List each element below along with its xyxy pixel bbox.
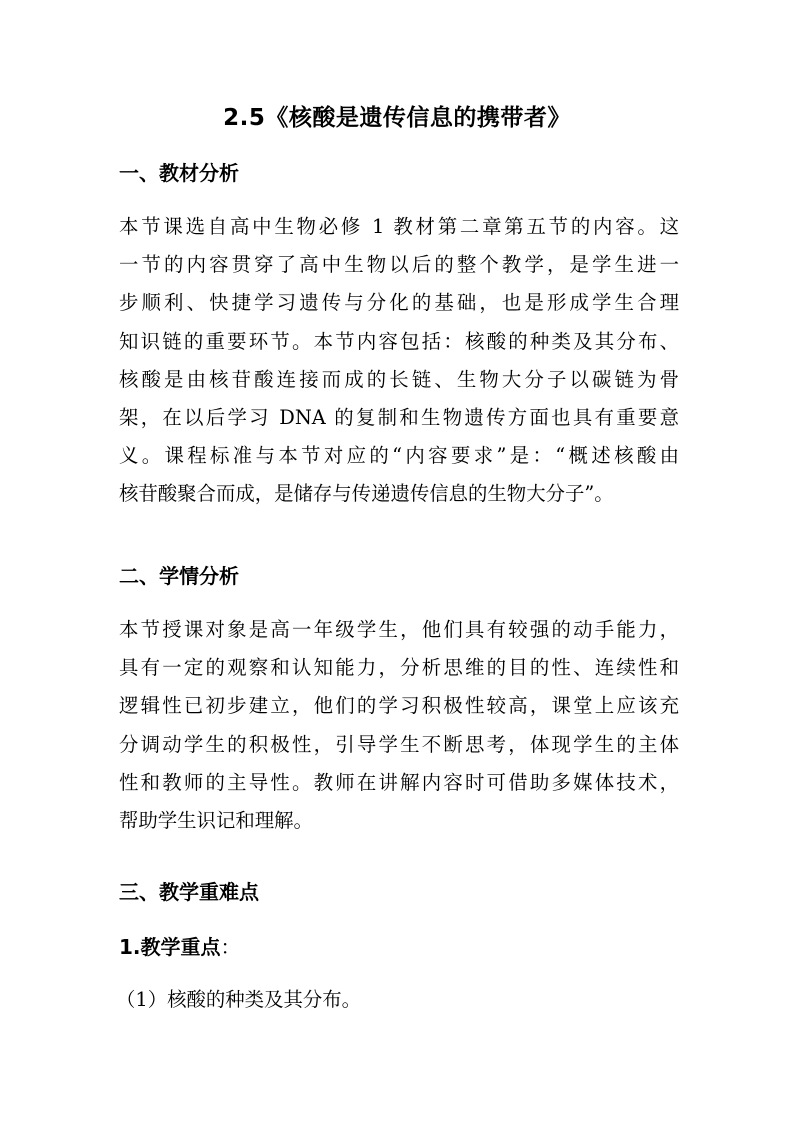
section-heading-key-points: 三、教学重难点 [119, 880, 259, 904]
section-paragraph-learners [119, 611, 679, 840]
paragraph-line: 知识链的重要环节。本节内容包括：核酸的种类及其分布、 [119, 329, 679, 353]
list-item: （1）核酸的种类及其分布。 [116, 988, 362, 1011]
paragraph-line: 步顺利、快捷学习遗传与分化的基础，也是形成学生合理 [119, 291, 679, 315]
document-title: 2.5《核酸是遗传信息的携带者》 [223, 105, 571, 131]
paragraph-line: 一节的内容贯穿了高中生物以后的整个教学，是学生进一 [119, 253, 679, 277]
subheading-label: 1.教学重点 [119, 935, 221, 959]
subheading-colon: ： [220, 935, 241, 959]
section-paragraph-materials [119, 208, 679, 514]
paragraph-line: 本节课选自高中生物必修 1 教材第二章第五节的内容。这 [119, 215, 679, 238]
paragraph-line: 架，在以后学习 DNA 的复制和生物遗传方面也具有重要意 [119, 406, 679, 430]
paragraph-line: 帮助学生识记和理解。 [119, 809, 313, 833]
paragraph-line: 本节授课对象是高一年级学生，他们具有较强的动手能力， [119, 618, 679, 641]
paragraph-line: 分调动学生的积极性，引导学生不断思考，体现学生的主体 [119, 732, 679, 756]
paragraph-line: 核苷酸聚合而成，是储存与传递遗传信息的生物大分子”。 [119, 482, 614, 506]
section-heading-materials: 一、教材分析 [119, 161, 239, 185]
paragraph-line: 性和教师的主导性。教师在讲解内容时可借助多媒体技术， [119, 770, 679, 794]
paragraph-line: 核酸是由核苷酸连接而成的长链、生物大分子以碳链为骨 [119, 367, 679, 391]
section-heading-learners: 二、学情分析 [119, 564, 239, 588]
paragraph-line: 义。课程标准与本节对应的“内容要求”是：“概述核酸由 [119, 444, 679, 468]
paragraph-line: 具有一定的观察和认知能力，分析思维的目的性、连续性和 [119, 656, 679, 680]
subheading-teaching-focus [119, 932, 241, 962]
paragraph-line: 逻辑性已初步建立，他们的学习积极性较高，课堂上应该充 [119, 694, 679, 718]
